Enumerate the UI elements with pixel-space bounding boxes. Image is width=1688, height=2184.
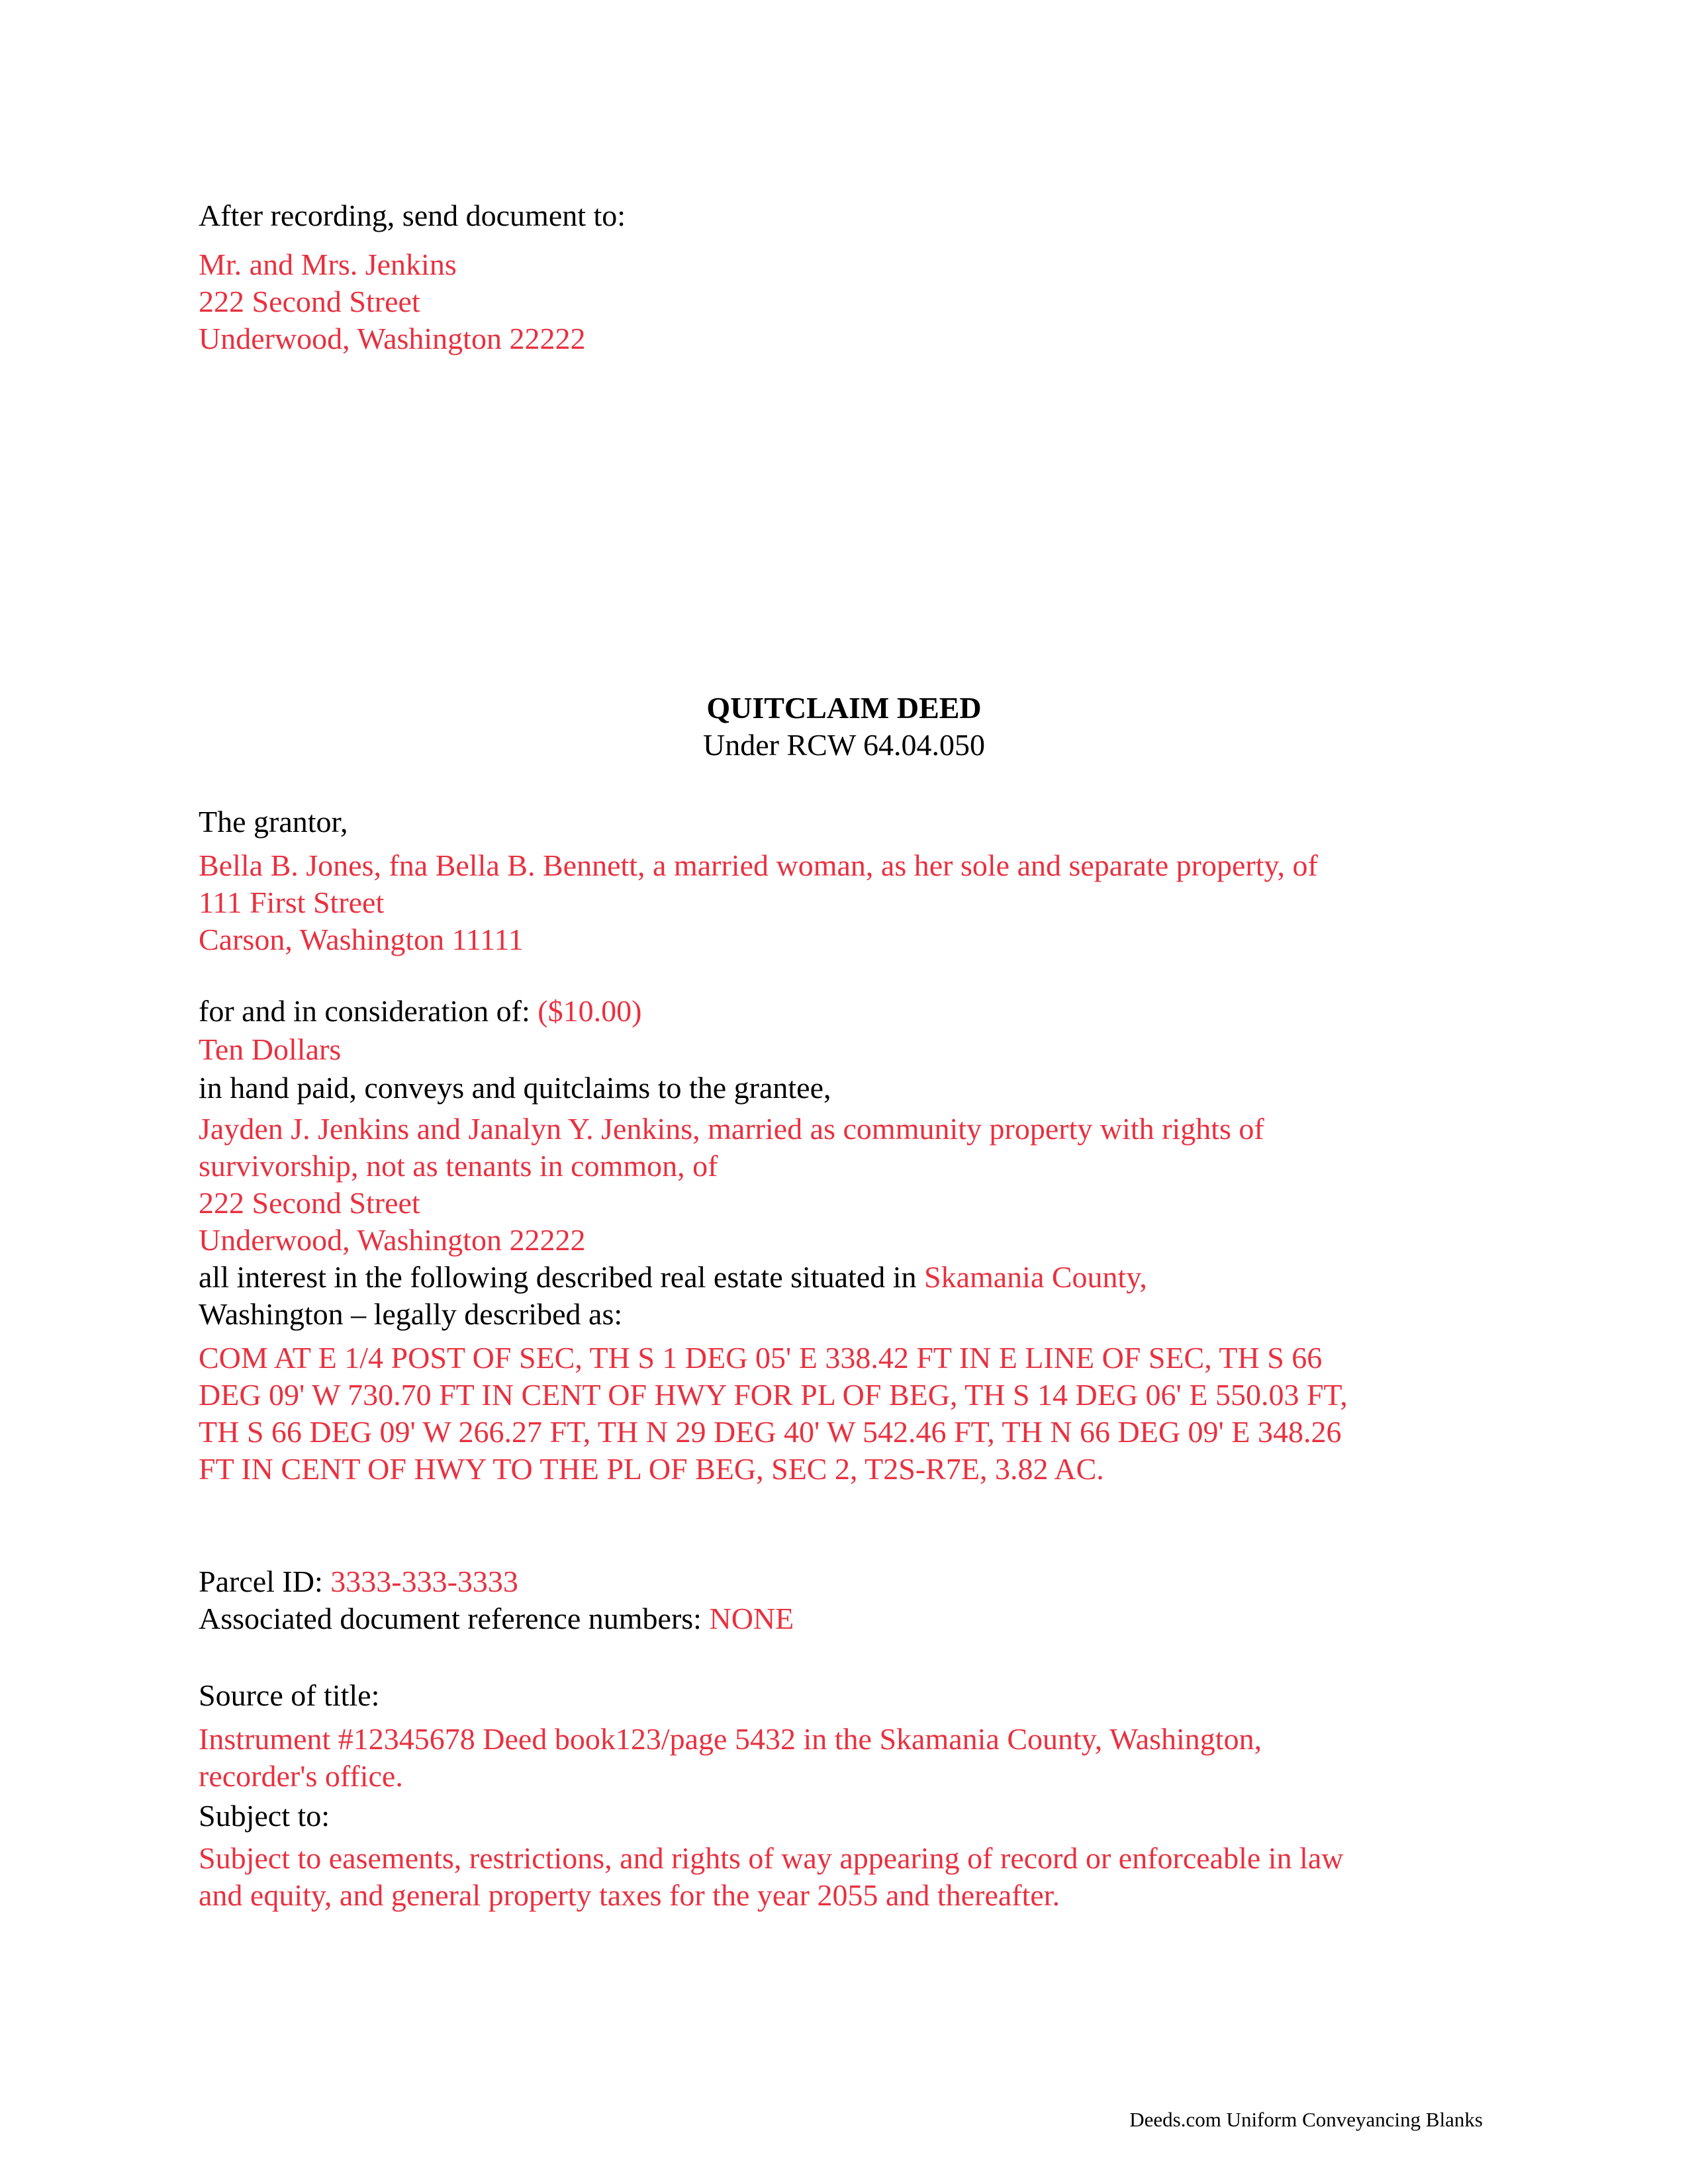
grantee-name-line-2: survivorship, not as tenants in common, of	[199, 1149, 718, 1183]
consideration-line	[199, 993, 641, 1030]
legal-description-line-3: TH S 66 DEG 09' W 266.27 FT, TH N 29 DEG 40' W 542.46 FT, TH N 66 DEG 09' E 348.26	[199, 1415, 1342, 1449]
legal-description-line-1: COM AT E 1/4 POST OF SEC, TH S 1 DEG 05' E 338.42 FT IN E LINE OF SEC, TH S 66	[199, 1341, 1323, 1375]
legally-described-line: Washington – legally described as:	[199, 1297, 623, 1331]
document-title: QUITCLAIM DEED	[706, 691, 982, 725]
source-of-title-line-1: Instrument #12345678 Deed book123/page 5432 in the Skamania County, Washington,	[199, 1722, 1262, 1756]
conveys-line: in hand paid, conveys and quitclaims to the grantee,	[199, 1071, 831, 1105]
source-of-title-line-2: recorder's office.	[199, 1759, 403, 1793]
parcel-id-value: 3333-333-3333	[330, 1565, 518, 1598]
assoc-docs-line	[199, 1600, 794, 1637]
legal-description-line-2: DEG 09' W 730.70 FT IN CENT OF HWY FOR PL OF BEG, TH S 14 DEG 06' E 550.03 FT,	[199, 1378, 1348, 1412]
assoc-docs-label: Associated document reference numbers:	[199, 1602, 702, 1635]
source-of-title-label: Source of title:	[199, 1678, 380, 1712]
grantor-label: The grantor,	[199, 805, 348, 839]
grantee-name-line-1: Jayden J. Jenkins and Janalyn Y. Jenkins, married as community property with rights of	[199, 1112, 1264, 1146]
subject-to-line-2: and equity, and general property taxes for the year 2055 and thereafter.	[199, 1878, 1060, 1912]
grantor-street: 111 First Street	[199, 886, 385, 919]
grantor-city: Carson, Washington 11111	[199, 923, 524, 956]
subject-to-line-1: Subject to easements, restrictions, and rights of way appearing of record or enforceable in law	[199, 1841, 1344, 1875]
footer-credit: Deeds.com Uniform Conveyancing Blanks	[1129, 2108, 1483, 2131]
assoc-docs-value: NONE	[709, 1602, 794, 1635]
consideration-words: Ten Dollars	[199, 1032, 342, 1066]
situated-prefix: all interest in the following described real estate situated in	[199, 1260, 917, 1294]
situated-county: Skamania County,	[923, 1260, 1147, 1294]
legal-description-line-4: FT IN CENT OF HWY TO THE PL OF BEG, SEC 2, T2S-R7E, 3.82 AC.	[199, 1452, 1104, 1486]
grantee-street: 222 Second Street	[199, 1186, 420, 1220]
grantor-name: Bella B. Jones, fna Bella B. Bennett, a married woman, as her sole and separate property, of	[199, 848, 1318, 882]
situated-line	[199, 1259, 1147, 1296]
return-to-street: 222 Second Street	[199, 285, 420, 318]
consideration-amount: ($10.00)	[538, 994, 642, 1028]
subject-to-label: Subject to:	[199, 1799, 330, 1833]
document-subtitle: Under RCW 64.04.050	[703, 728, 985, 762]
grantee-city: Underwood, Washington 22222	[199, 1223, 586, 1257]
return-to-city: Underwood, Washington 22222	[199, 322, 586, 355]
return-to-name: Mr. and Mrs. Jenkins	[199, 248, 457, 281]
return-to-label: After recording, send document to:	[199, 199, 626, 232]
parcel-id-label: Parcel ID:	[199, 1565, 323, 1598]
parcel-id-line	[199, 1563, 518, 1600]
consideration-label: for and in consideration of:	[199, 994, 530, 1028]
